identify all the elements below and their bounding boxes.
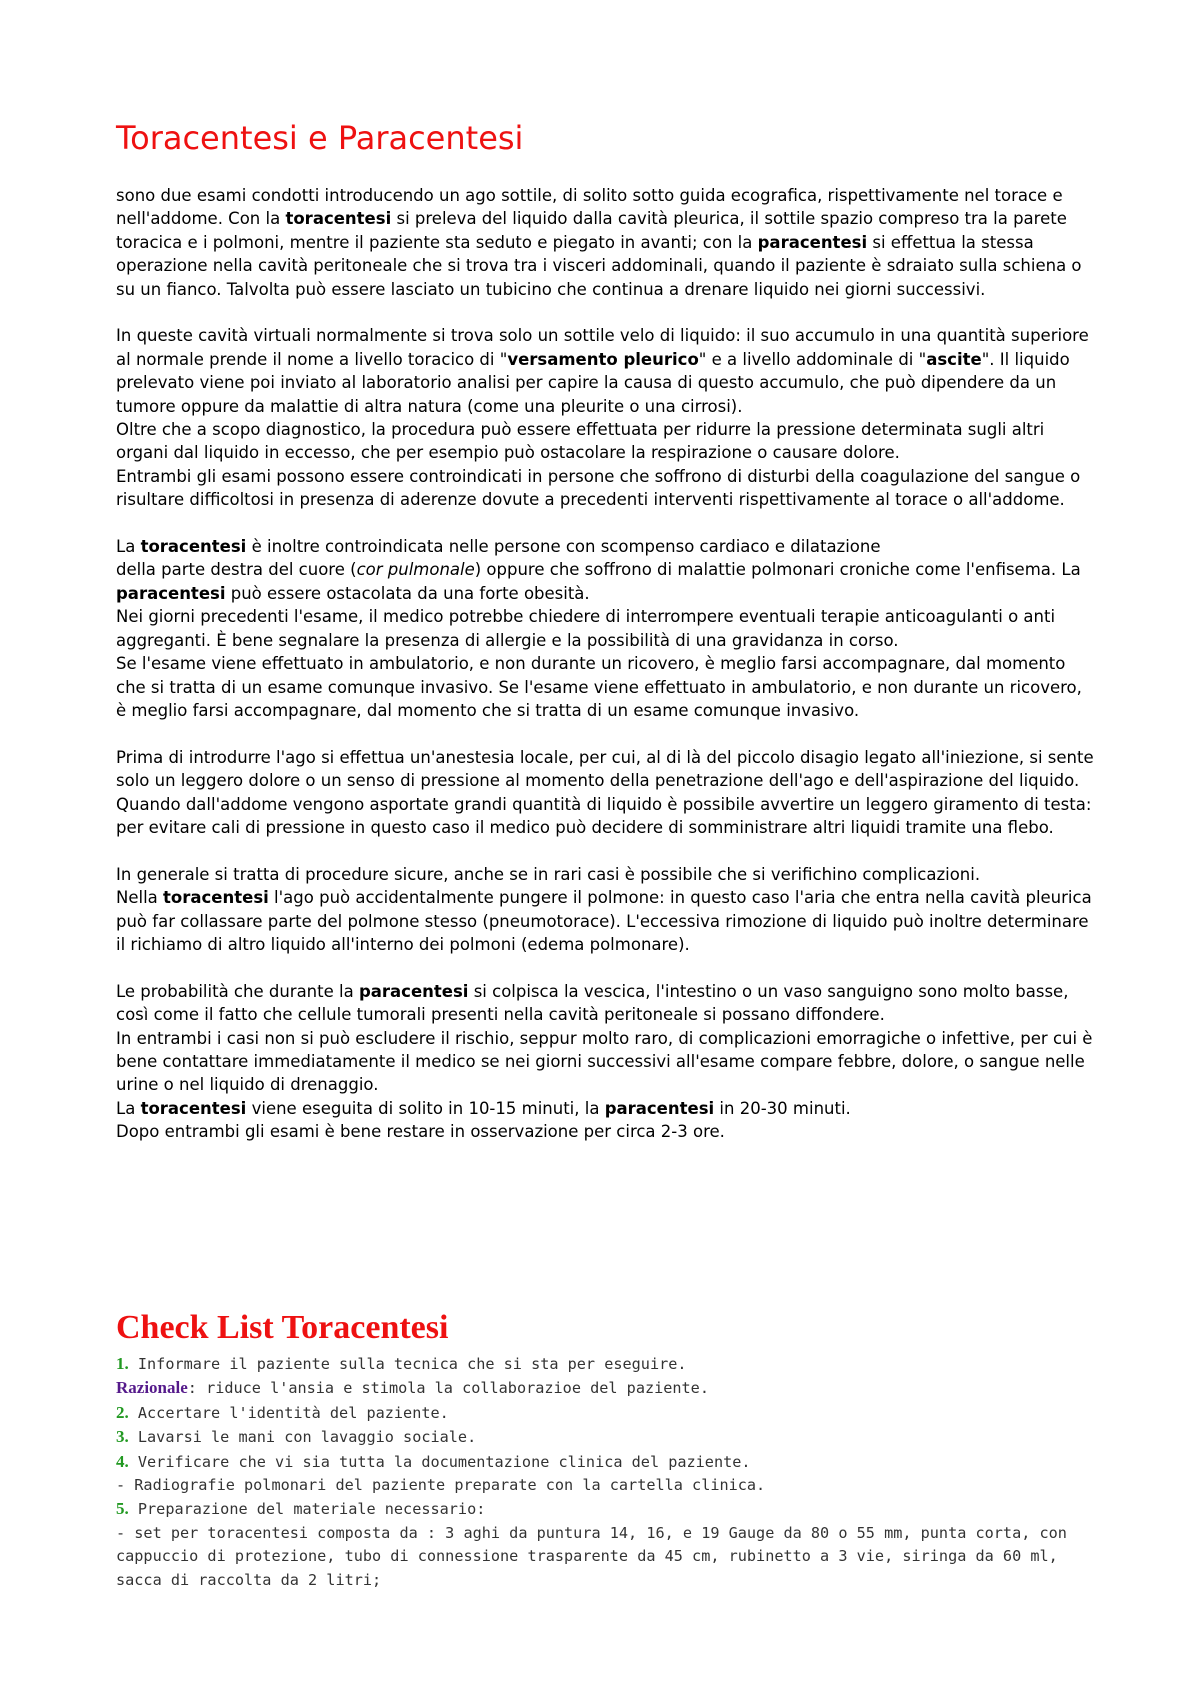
bold-term: versamento pleurico: [507, 349, 699, 369]
rationale-text: : riduce l'ansia e stimola la collaborazioe del paziente.: [187, 1379, 709, 1398]
step-text: Verificare che vi sia tutta la documentazione clinica del paziente.: [128, 1452, 751, 1471]
text-run: l'ago può accidentalmente pungere il polmone: in questo caso l'aria che entra nella cavità pleurica può far collassare parte del polmone stesso (pneumotorace). L'eccessiva rimozione di liquido può inoltre determinare il richiamo di altro liquido all'interno dei polmoni (edema polmonare).: [116, 888, 1092, 954]
text-run: La: [116, 1098, 141, 1118]
checklist-item: [116, 1401, 1096, 1425]
text-run: Quando dall'addome vengono asportate grandi quantità di liquido è possibile avvertire un leggero giramento di testa: per evitare cali di pressione in questo caso il medico può decidere di somministrare altri liquidi tramite una flebo.: [116, 794, 1092, 837]
paragraph-cavities: [116, 324, 1096, 511]
checklist: [116, 1352, 1096, 1592]
paragraph-risks: [116, 980, 1096, 1144]
italic-term: cor pulmonale: [356, 560, 475, 580]
step-number: 5.: [116, 1499, 129, 1519]
step-text: Lavarsi le mani con lavaggio sociale.: [128, 1428, 477, 1447]
text-run: Entrambi gli esami possono essere controindicati in persone che soffrono di disturbi della coagulazione del sangue o risultare difficoltosi in presenza di aderenze dovute a precedenti interventi rispettivamente al torace o all'addome.: [116, 466, 1081, 510]
text-run: Prima di introdurre l'ago si effettua un'anestesia locale, per cui, al di là del piccolo disagio legato all'iniezione, si sente solo un leggero dolore o un senso di pressione al momento della penetrazione dell'ago e dell'aspirazione del liquido.: [116, 747, 1094, 791]
paragraph-complications: [116, 863, 1096, 957]
text-run: si preleva del liquido dalla cavità pleurica, il sottile spazio compreso tra la parete toracica e i polmoni, mentre il paziente sta seduto e piegato in avanti; con la: [116, 209, 1067, 252]
bold-term: paracentesi: [604, 1098, 715, 1118]
text-run: In entrambi i casi non si può escludere il rischio, seppur molto raro, di complicazioni emorragiche o infettive, per cui è bene contattare immediatamente il medico se nei giorni successivi all'esame compare febbre, dolore, o sangue nelle urine o nel liquido di drenaggio.: [116, 1028, 1093, 1095]
text-run: In queste cavità virtuali normalmente si trova solo un sottile velo di liquido: il suo accumulo in una quantità superiore al normale prende il nome a livello toracico di ": [116, 326, 1089, 369]
text-run: Se l'esame viene effettuato in ambulatorio, e non durante un ricovero, è meglio farsi accompagnare, dal momento che si tratta di un esame comunque invasivo. Se l'esame viene effettuato in ambulatorio, e non durante un ricovero, è meglio farsi accompagnare, dal momento che si tratta di un esame comunque invasivo.: [116, 654, 1082, 720]
bold-term: ascite: [926, 349, 982, 369]
step-text: Accertare l'identità del paziente.: [128, 1403, 449, 1422]
title-toracentesi: Toracentesi: [116, 119, 298, 157]
text-run: sono due esami condotti introducendo un ago sottile, di solito sotto guida ecografica, rispettivamente nel torace e nell'addome. Con la: [116, 186, 1063, 229]
step-number: 1.: [116, 1354, 129, 1373]
checklist-item: [116, 1425, 1096, 1449]
checklist-item: [116, 1450, 1096, 1474]
bold-term: paracentesi: [757, 232, 868, 252]
page-title: [116, 118, 523, 158]
subitem-text: - Radiografie polmonari del paziente preparate con la cartella clinica.: [116, 1476, 766, 1495]
checklist-rationale: [116, 1376, 1096, 1400]
text-run: " e a livello addominale di ": [698, 349, 927, 369]
text-run: Nei giorni precedenti l'esame, il medico potrebbe chiedere di interrompere eventuali terapie anticoagulanti o anti aggreganti. È bene segnalare la presenza di allergie e la possibilità di una gravidanza in corso.: [116, 607, 1056, 650]
bold-term: toracentesi: [140, 1098, 247, 1118]
text-run: In generale si tratta di procedure sicure, anche se in rari casi è possibile che si verifichino complicazioni.: [116, 864, 981, 884]
text-run: si effettua la stessa operazione nella cavità peritoneale che si trova tra i visceri addominali, quando il paziente è sdraiato sulla schiena o su un fianco. Talvolta può essere lasciato un tubicino che continua a drenare liquido nei giorni successivi.: [116, 232, 1082, 299]
step-number: 4.: [116, 1451, 129, 1471]
bold-term: toracentesi: [163, 888, 269, 908]
subitem-text: - set per toracentesi composta da : 3 aghi da puntura 14, 16, e 19 Gauge da 80 o 55 mm, punta corta, con cappuccio di protezione, tubo di connessione trasparente da 45 cm, rubinetto a 3 vie, siringa da 60 ml, sacca di raccolta da 2 litri;: [116, 1523, 1067, 1589]
article-body: [116, 184, 1096, 1167]
text-run: in 20-30 minuti.: [714, 1098, 851, 1118]
step-text: Informare il paziente sulla tecnica che si sta per eseguire.: [128, 1355, 687, 1373]
bold-term: paracentesi: [116, 583, 226, 603]
paragraph-anesthesia: [116, 746, 1096, 840]
paragraph-intro: [116, 184, 1096, 301]
text-run: ". Il liquido prelevato viene poi inviato al laboratorio analisi per capire la causa di questo accumulo, che può dipendere da un tumore oppure da malattie di altra natura (come una pleurite o una cirrosi).: [116, 349, 1070, 416]
text-run: si colpisca la vescica, l'intestino o un vaso sanguigno sono molto basse, così come il fatto che cellule tumorali presenti nella cavità peritoneale si possano diffondere.: [116, 981, 1069, 1025]
checklist-subitem: [116, 1522, 1096, 1592]
title-paracentesi: Paracentesi: [337, 119, 524, 157]
rationale-label: Razionale: [116, 1378, 188, 1398]
text-run: viene eseguita di solito in 10-15 minuti, la: [246, 1098, 605, 1118]
bold-term: paracentesi: [358, 981, 469, 1001]
text-run: Dopo entrambi gli esami è bene restare in osservazione per circa 2-3 ore.: [116, 1122, 725, 1142]
text-run: della parte destra del cuore (: [116, 560, 357, 580]
text-run: può essere ostacolata da una forte obesità.: [225, 583, 590, 603]
checklist-item: [116, 1352, 1096, 1376]
text-run: Oltre che a scopo diagnostico, la procedura può essere effettuata per ridurre la pressione determinata sugli altri organi dal liquido in eccesso, che per esempio può ostacolare la respirazione o causare dolore.: [116, 420, 1045, 463]
title-connector: e: [307, 119, 328, 157]
checklist-title: Check List Toracentesi: [116, 1309, 449, 1346]
checklist-subitem: [116, 1474, 1096, 1497]
bold-term: toracentesi: [285, 209, 392, 229]
checklist-item: [116, 1497, 1096, 1521]
text-run: Le probabilità che durante la: [116, 981, 359, 1001]
bold-term: toracentesi: [140, 537, 247, 557]
step-number: 2.: [116, 1402, 129, 1422]
text-run: ) oppure che soffrono di malattie polmonari croniche come l'enfisema. La: [474, 560, 1081, 580]
step-text: Preparazione del materiale necessario:: [128, 1500, 486, 1519]
text-run: è inoltre controindicata nelle persone con scompenso cardiaco e dilatazione: [246, 537, 881, 557]
text-run: La: [116, 537, 141, 557]
step-number: 3.: [116, 1427, 129, 1447]
paragraph-contraindications: [116, 535, 1096, 722]
text-run: Nella: [116, 888, 164, 908]
